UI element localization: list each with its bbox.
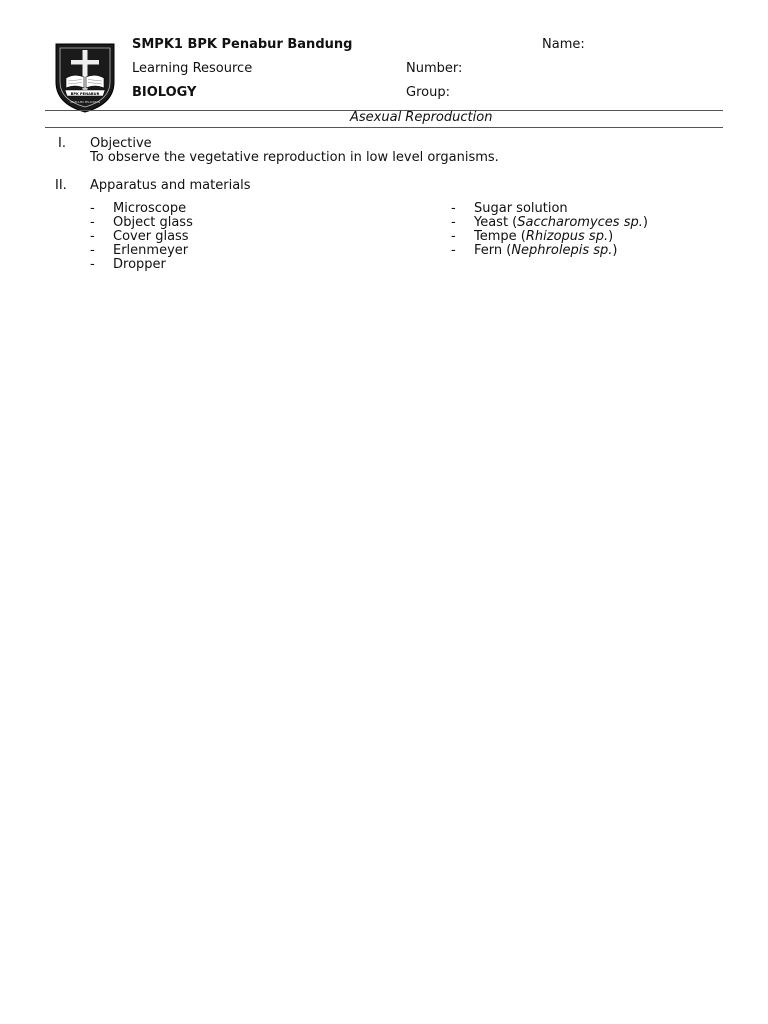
list-item <box>90 258 390 272</box>
topic-title: Asexual Reproduction <box>350 110 493 125</box>
list-item <box>90 202 390 216</box>
material-name <box>474 216 648 230</box>
list-bullet: - <box>90 201 95 216</box>
list-bullet: - <box>451 215 456 230</box>
section-1-body: To observe the vegetative reproduction in low level organisms. <box>90 150 499 165</box>
list-bullet: - <box>90 215 95 230</box>
subject-title: BIOLOGY <box>132 85 197 100</box>
school-crest-icon <box>54 42 116 114</box>
material-common-name: Tempe ( <box>474 229 526 244</box>
list-bullet: - <box>90 257 95 272</box>
material-scientific-name: Rhizopus sp. <box>525 229 609 244</box>
logo-banner-text: BPK PENABUR <box>70 91 100 96</box>
material-name <box>474 244 617 258</box>
group-label: Group: <box>406 85 450 100</box>
material-name <box>474 230 613 244</box>
materials-list-right <box>451 202 731 258</box>
list-item <box>90 244 390 258</box>
material-name: Object glass <box>113 215 193 230</box>
material-name: Microscope <box>113 201 187 216</box>
list-bullet: - <box>451 243 456 258</box>
header-divider-bottom <box>45 127 723 128</box>
section-2-title: Apparatus and materials <box>90 178 251 193</box>
material-common-name: Fern ( <box>474 243 512 258</box>
number-label: Number: <box>406 61 463 76</box>
school-name: SMPK1 BPK Penabur Bandung <box>132 37 353 52</box>
material-common-name: Yeast ( <box>474 215 518 230</box>
material-scientific-name: Saccharomyces sp. <box>517 215 643 230</box>
list-item <box>451 216 731 230</box>
material-closing-paren: ) <box>608 229 614 244</box>
name-label: Name: <box>542 37 585 52</box>
material-name: Sugar solution <box>474 201 568 216</box>
section-2-numeral: II. <box>55 178 67 193</box>
material-name: Cover glass <box>113 229 189 244</box>
section-1-numeral: I. <box>58 136 66 151</box>
logo-motto-text: IMAN ILMU PELAYANAN <box>70 101 100 104</box>
list-bullet: - <box>451 201 456 216</box>
list-item <box>451 244 731 258</box>
resource-label: Learning Resource <box>132 61 253 76</box>
list-item <box>451 230 731 244</box>
list-bullet: - <box>451 229 456 244</box>
list-bullet: - <box>90 229 95 244</box>
list-bullet: - <box>90 243 95 258</box>
material-name: Erlenmeyer <box>113 243 189 258</box>
list-item <box>451 202 731 216</box>
material-scientific-name: Nephrolepis sp. <box>511 243 613 258</box>
material-closing-paren: ) <box>612 243 618 258</box>
materials-list-left <box>90 202 390 272</box>
material-closing-paren: ) <box>642 215 648 230</box>
list-item <box>90 216 390 230</box>
list-item <box>90 230 390 244</box>
section-1-title: Objective <box>90 136 152 151</box>
material-name: Dropper <box>113 257 166 272</box>
